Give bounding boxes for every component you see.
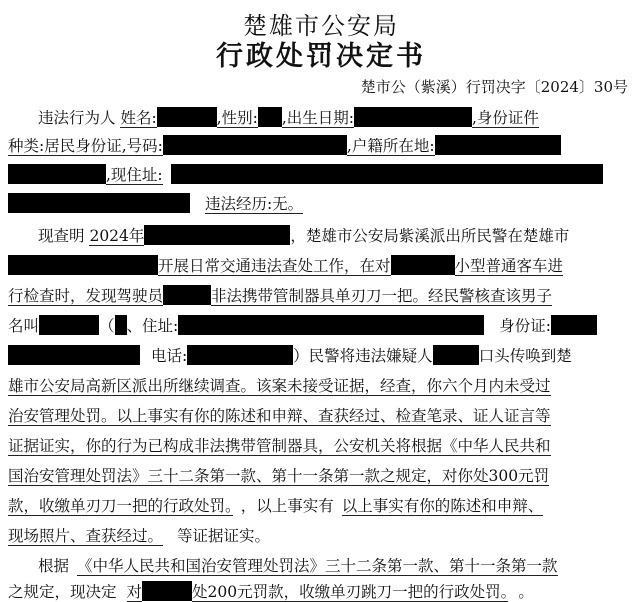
redacted-plate <box>391 255 455 275</box>
facts-line-8 <box>8 434 551 456</box>
redacted-date <box>144 225 290 245</box>
redacted-suspect-address <box>178 315 484 335</box>
facts-line-3 <box>8 284 552 306</box>
facts-line-1 <box>8 224 569 246</box>
facts-line-7 <box>8 404 551 426</box>
hukou-label: ,户籍所在地: <box>346 137 435 155</box>
decision-line-1 <box>8 554 558 576</box>
person-line-3 <box>8 163 603 185</box>
facts-text: 行检查时，发现驾驶员 <box>8 287 164 305</box>
redacted-birthdate <box>354 107 472 127</box>
address-label: ,现住址: <box>106 166 163 184</box>
facts-text: 等证据证实。 <box>177 527 271 545</box>
facts-text: 以上事实有你的陈述和申辩、 <box>341 497 544 515</box>
gender-label: ,性别: <box>216 109 258 127</box>
id-number-label: 号码: <box>126 137 163 155</box>
facts-text: 口头传唤到楚 <box>478 347 572 365</box>
facts-line-10 <box>8 494 543 516</box>
facts-text: ，楚雄市公安局紫溪派出所民警在楚雄市 <box>290 227 570 245</box>
facts-text: ，以上事实有 <box>240 497 334 515</box>
name-label: 姓名: <box>120 109 157 127</box>
issuing-authority: 楚雄市公安局 <box>243 12 399 40</box>
facts-text: 身份证: <box>499 317 551 335</box>
person-line-2 <box>8 134 561 156</box>
redacted-suspect-name <box>39 315 99 335</box>
facts-text: 小型普通客车进 <box>454 257 564 275</box>
facts-text: 电话: <box>150 347 188 365</box>
facts-text: 开展日常交通违法查处工作，在对 <box>158 257 391 275</box>
facts-text: 名叫 <box>8 317 40 335</box>
decision-text: 根据 <box>38 557 70 575</box>
document-number: 楚市公（紫溪）行罚决字〔2024〕30号 <box>360 78 628 96</box>
facts-text: 现查明 <box>38 227 85 245</box>
facts-text: 现场照片、查获经过。 <box>8 527 164 545</box>
facts-text: 雄市公安局高新区派出所继续调查。该案未接受证据，经查，你六个月内未受过 <box>8 377 551 395</box>
facts-line-11 <box>8 524 270 546</box>
facts-line-6 <box>8 374 551 396</box>
decision-text: 之规定，现决定 <box>8 583 117 601</box>
decision-legal-basis: 《中华人民共和国治安管理处罚法》三十二条第一款、第十一条第一款 <box>77 557 558 575</box>
offender-intro: 违法行为人 <box>38 109 116 127</box>
facts-text: 治安管理处罚。以上事实有你的陈述和申辩、查获经过、检查笔录、证人证言等 <box>8 407 551 425</box>
redacted-gender-2 <box>115 315 127 335</box>
redacted-offender-name <box>142 581 192 601</box>
facts-text: 非法携带管制器具单刃刀一把。经民警核查该男子 <box>211 287 553 305</box>
decision-penalty: 处200元罚款，收缴单刃跳刀一把的行政处罚。 <box>192 583 509 601</box>
redacted-address <box>171 164 603 184</box>
redacted-suspect-id <box>551 315 597 335</box>
history-label: 违法经历: <box>204 195 273 213</box>
redacted-hukou <box>435 135 561 155</box>
redacted-driver <box>163 285 211 305</box>
redacted-id-number <box>163 135 347 155</box>
decision-line-2 <box>8 580 534 602</box>
redacted-suspect-id-cont <box>8 345 140 365</box>
decision-text: 。 <box>518 583 534 601</box>
redacted-suspect-name-2 <box>433 345 479 365</box>
id-type-label-cont: 种类: <box>8 137 45 155</box>
person-line-4 <box>8 192 303 214</box>
facts-line-5 <box>8 344 572 366</box>
facts-line-2 <box>8 254 563 276</box>
facts-text: 、住址: <box>126 317 179 335</box>
redacted-phone <box>187 345 293 365</box>
redacted-address-cont <box>8 193 190 213</box>
facts-text: 证据证实，你的行为已构成非法携带管制器具，公安机关将根据《中华人民共和 <box>8 437 551 455</box>
decision-text: 对 <box>126 583 143 601</box>
id-type-value: 居民身份证, <box>44 137 127 155</box>
facts-text: ）民警将违法嫌疑人 <box>293 347 433 365</box>
redacted-hukou-cont <box>8 164 106 184</box>
facts-date-year: 2024年 <box>89 227 145 245</box>
id-type-label: ,身份证件 <box>472 109 539 127</box>
facts-text: 款，收缴单刃刀一把的行政处罚。 <box>8 497 233 515</box>
redacted-name <box>157 107 217 127</box>
facts-text: （ <box>99 317 115 335</box>
redacted-location <box>8 255 158 275</box>
document-title: 行政处罚决定书 <box>216 41 426 72</box>
person-line-1 <box>8 106 539 128</box>
redacted-gender <box>258 107 282 127</box>
facts-line-4 <box>8 314 597 336</box>
facts-line-9 <box>8 464 549 486</box>
birth-label: ,出生日期: <box>281 109 354 127</box>
history-value: 无。 <box>272 195 304 213</box>
facts-text: 国治安管理处罚法》三十二条第一款、第十一条第一款之规定，对你处300元罚 <box>8 467 550 485</box>
